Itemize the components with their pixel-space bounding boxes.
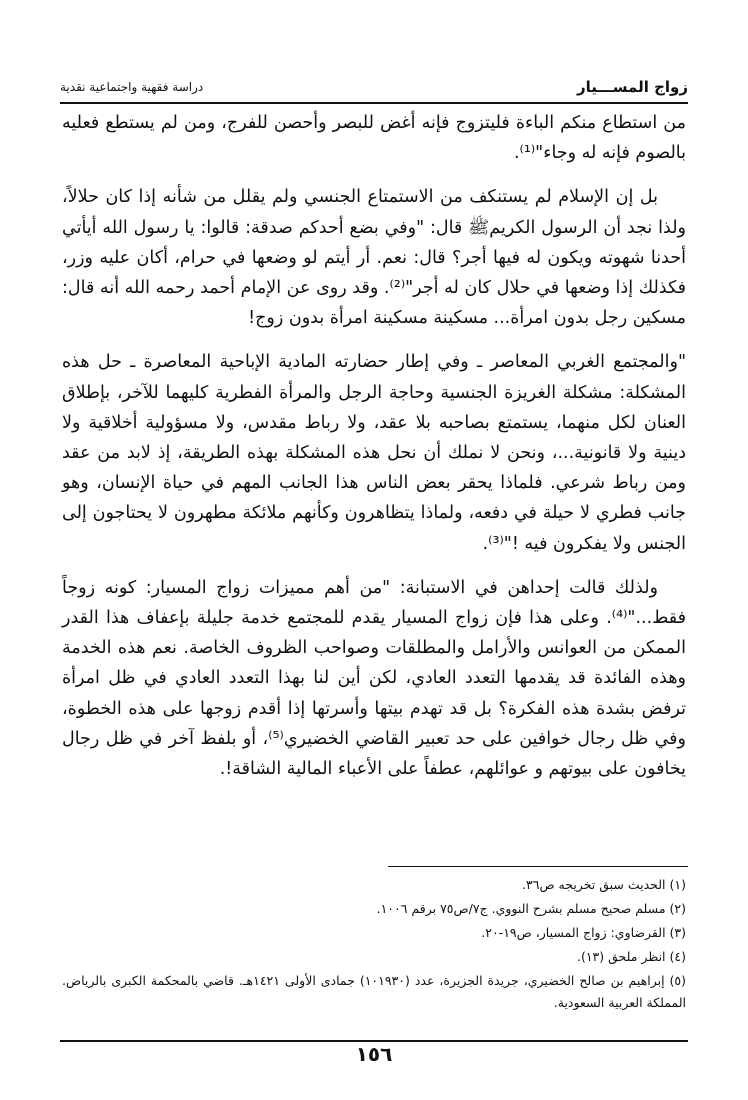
footnotes bbox=[62, 874, 686, 1016]
running-header bbox=[60, 72, 688, 98]
footnote-4: (٤) انظر ملحق (١٣). bbox=[576, 949, 686, 964]
footnote-1: (١) الحديث سبق تخريجه ص٣٦. bbox=[522, 877, 686, 892]
book-subtitle: دراسة فقهية واجتماعية نقدية bbox=[60, 80, 204, 94]
page-number: ١٥٦ bbox=[355, 1042, 393, 1066]
paragraph-2: بل إن الإسلام لم يستنكف من الاستمتاع الجنسي ولم يقلل من شأنه إذا كان حلالاً، ولذا نجد أن الرسول الكريمﷺ قال: "وفي بضع أحدكم صدقة: قالوا: يا رسول الله أيأتي أحدنا شهوته ويكون له فيها أجر؟ قال: نعم. أر أيتم لو وضعها في حرام، أكان عليه وزر، فكذلك إذا وضعها في حلال كان له أجر"⁽²⁾. وقد روى عن الإمام أحمد رحمه الله أنه قال: مسكين رجل بدون امرأة... مسكينة مسكينة امرأة بدون زوج! bbox=[62, 187, 686, 329]
paragraph-4: ولذلك قالت إحداهن في الاستبانة: "من أهم مميزات زواج المسيار: كونه زوجاً فقط..."⁽⁴⁾. وعلى هذا فإن زواج المسيار يقدم للمجتمع خدمة جليلة بإعفاف هذا القدر الممكن من العوانس والأرامل والمطلقات وصواحب الظروف الخاصة. نعم هذه الخدمة وهذه الفائدة قد يقدمها التعدد العادي، لكن أين لنا بهذا التعدد العادي في ظل امرأة ترفض بشدة هذه الفكرة؟ بل قد تهدم بيتها وأسرتها إذا أقدم زوجها على هذه الخطوة، وفي ظل رجال خوافين على حد تعبير القاضي الخضيري⁽⁵⁾، أو بلفظ آخر في ظل رجال يخافون على بيوتهم و عوائلهم، عطفاً على الأعباء المالية الشاقة!. bbox=[62, 577, 686, 780]
footnote-divider bbox=[388, 866, 688, 867]
paragraph-1: من استطاع منكم الباءة فليتزوج فإنه أغض للبصر وأحصن للفرج، ومن لم يستطع فعليه بالصوم فإنه له وجاء"⁽¹⁾. bbox=[62, 113, 686, 164]
paragraph-3: "والمجتمع الغربي المعاصر ـ وفي إطار حضارته المادية الإباحية المعاصرة ـ حل هذه المشكلة: مشكلة الغريزة الجنسية وحاجة الرجل والمرأة الفطرية كليهما للآخر، بإطلاق العنان لكل منهما، يستمتع بصاحبه بلا عقد، ولا رباط مقدس، ولا مسؤولية أخلاقية ولا دينية ولا قانونية...، ونحن لا نملك أن نحل هذه المشكلة بهذه الطريقة، إذ لابد من عقد ومن رباط شرعي. فلماذا يحقر بعض الناس هذا الجانب المهم في حياة الإنسان، وهو جانب فطري لا حيلة في دفعه، ولماذا يتظاهرون وكأنهم ملائكة مطهرون لا يحتاجون إلى الجنس ولا يفكرون فيه !"⁽³⁾. bbox=[62, 352, 686, 554]
footnote-3: (٣) القرضاوي: زواج المسيار، ص١٩-٢٠. bbox=[481, 925, 686, 940]
header-divider bbox=[60, 102, 688, 104]
book-title: زواج المســـيار bbox=[577, 78, 688, 96]
footnote-2: (٢) مسلم صحيح مسلم بشرح النووي. ج٧/ص٧٥ برقم ١٠٠٦. bbox=[376, 901, 686, 916]
footnote-5: (٥) إبراهيم بن صالح الخضيري، جريدة الجزيرة، عدد (١٠١٩٣٠) جمادى الأولى ١٤٢١هـ. قاضي بالمحكمة الكبرى بالرياض. المملكة العربية السعودية. bbox=[62, 973, 686, 1010]
main-text bbox=[62, 108, 686, 798]
